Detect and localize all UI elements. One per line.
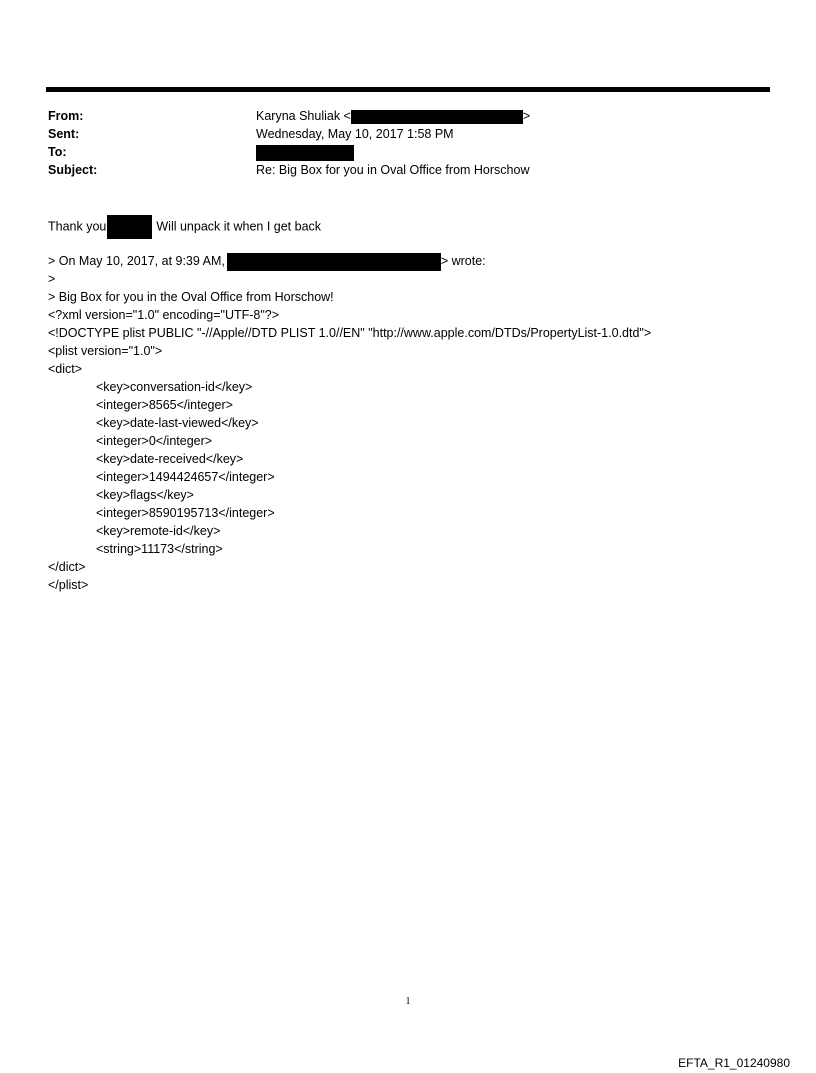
doctype-line: <!DOCTYPE plist PUBLIC "-//Apple//DTD PLIST 1.0//EN" "http://www.apple.com/DTDs/PropertyList-1.0.dtd"> xyxy=(48,326,652,340)
redaction-box xyxy=(107,215,152,239)
quote-header-start: > On May 10, 2017, at 9:39 AM, xyxy=(48,254,225,268)
plist-close-line: </plist> xyxy=(48,578,89,592)
bates-number: EFTA_R1_01240980 xyxy=(678,1056,790,1070)
redaction-box xyxy=(351,110,523,124)
thank-you-text-end: Will unpack it when I get back xyxy=(156,219,322,234)
sent-value: Wednesday, May 10, 2017 1:58 PM xyxy=(256,127,454,141)
subject-label: Subject: xyxy=(48,163,98,177)
quote-header-line xyxy=(48,252,486,271)
sent-label: Sent: xyxy=(48,127,80,141)
dict-entry-line: <integer>0</integer> xyxy=(96,434,213,448)
dict-entry-line: <integer>1494424657</integer> xyxy=(96,470,275,484)
header-rule xyxy=(46,87,770,92)
from-name: Karyna Shuliak < xyxy=(256,109,351,123)
to-value xyxy=(256,143,354,161)
from-value xyxy=(256,107,530,125)
from-label: From: xyxy=(48,109,84,123)
subject-value: Re: Big Box for you in Oval Office from Horschow xyxy=(256,163,530,177)
dict-entry-line: <integer>8590195713</integer> xyxy=(96,506,275,520)
redaction-box xyxy=(227,253,441,271)
xml-declaration-line: <?xml version="1.0" encoding="UTF-8"?> xyxy=(48,308,280,322)
quote-blank-line: > xyxy=(48,272,56,286)
dict-entry-line: <key>date-last-viewed</key> xyxy=(96,416,259,430)
dict-close-line: </dict> xyxy=(48,560,86,574)
thank-you-line xyxy=(48,215,321,239)
dict-entry-line: <key>conversation-id</key> xyxy=(96,380,253,394)
dict-entry-line: <integer>8565</integer> xyxy=(96,398,233,412)
quote-header-end: > wrote: xyxy=(440,254,486,268)
dict-open-line: <dict> xyxy=(48,362,83,376)
quote-body-line: > Big Box for you in the Oval Office from Horschow! xyxy=(48,290,334,304)
dict-entry-line: <key>flags</key> xyxy=(96,488,194,502)
redaction-box xyxy=(256,145,354,161)
to-label: To: xyxy=(48,145,67,159)
plist-open-line: <plist version="1.0"> xyxy=(48,344,163,358)
dict-entry-line: <key>remote-id</key> xyxy=(96,524,221,538)
dict-entry-line: <key>date-received</key> xyxy=(96,452,244,466)
page-number: 1 xyxy=(405,996,411,1007)
dict-entry-line: <string>11173</string> xyxy=(96,542,223,556)
from-email-close: > xyxy=(522,109,531,123)
thank-you-text-start: Thank you xyxy=(48,219,107,234)
